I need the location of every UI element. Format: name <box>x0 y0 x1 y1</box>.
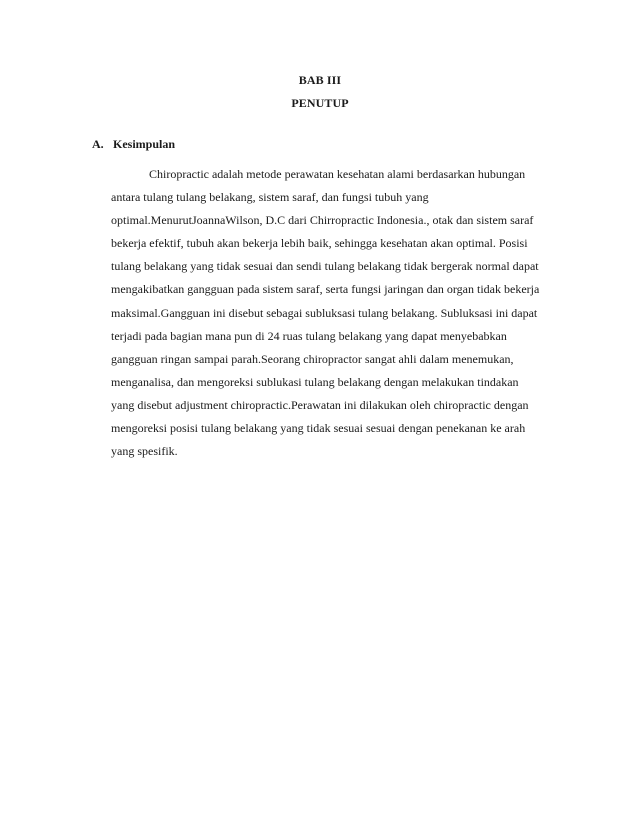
paragraph-line: terjadi pada bagian mana pun di 24 ruas tulang belakang yang dapat menyebabkan <box>111 328 507 343</box>
paragraph-line: menganalisa, dan mengoreksi sublukasi tulang belakang dengan melakukan tindakan <box>111 374 519 389</box>
paragraph-line: mengoreksi posisi tulang belakang yang tidak sesuai sesuai dengan penekanan ke arah <box>111 421 526 436</box>
paragraph-line: optimal.MenurutJoannaWilson, D.C dari Chirropractic Indonesia., otak dan sistem saraf <box>111 213 534 228</box>
paragraph-line: tulang belakang yang tidak sesuai dan sendi tulang belakang tidak bergerak normal dapat <box>111 259 539 274</box>
paragraph-line: bekerja efektif, tubuh akan bekerja lebih baik, sehingga kesehatan akan optimal. Posisi <box>111 236 528 251</box>
chapter-number-text: BAB III <box>298 73 342 87</box>
paragraph-line: yang disebut adjustment chiropractic.Perawatan ini dilakukan oleh chiropractic dengan <box>111 397 529 412</box>
paragraph-line: yang spesifik. <box>111 444 178 459</box>
paragraph-line: Chiropractic adalah metode perawatan kesehatan alami berdasarkan hubungan <box>149 167 526 181</box>
section-marker: A. <box>92 137 104 151</box>
paragraph <box>111 163 543 463</box>
paragraph-line: gangguan ringan sampai parah.Seorang chiropractor sangat ahli dalam menemukan, <box>111 351 514 366</box>
chapter-number <box>0 73 638 88</box>
section-title-text: Kesimpulan <box>113 137 176 151</box>
paragraph-line: mengakibatkan gangguan pada sistem saraf, serta fungsi jaringan dan organ tidak bekerja <box>111 282 540 297</box>
section-heading <box>92 137 175 152</box>
paragraph-line: maksimal.Gangguan ini disebut sebagai subluksasi tulang belakang. Subluksasi ini dapat <box>111 305 538 320</box>
chapter-title-text: PENUTUP <box>291 96 349 110</box>
chapter-title <box>0 96 638 111</box>
paragraph-line: antara tulang tulang belakang, sistem saraf, dan fungsi tubuh yang <box>111 190 429 205</box>
